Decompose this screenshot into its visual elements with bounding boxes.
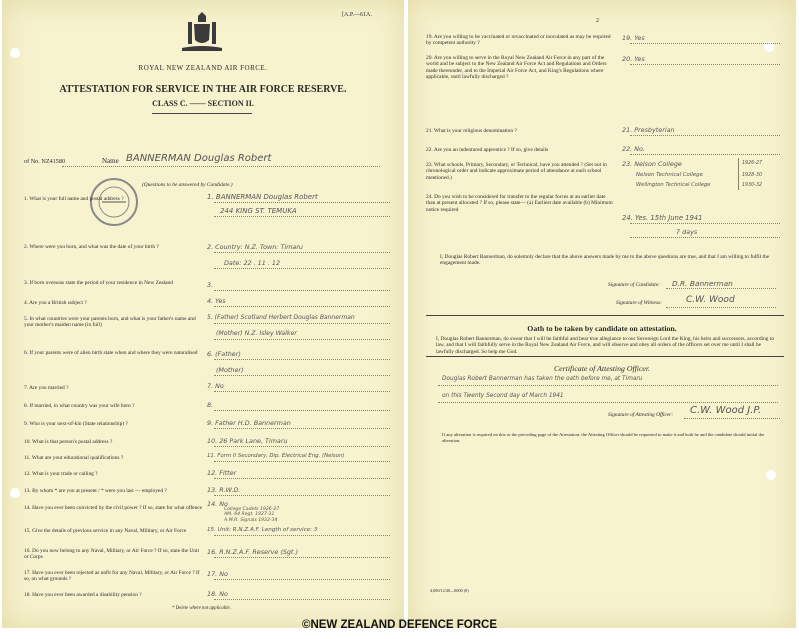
- question-19: 19. Are you willing to be vaccinated or revaccinated or inoculated as may be required by competent authority ?: [426, 34, 611, 47]
- org-name: ROYAL NEW ZEALAND AIR FORCE.: [138, 64, 268, 72]
- answer-23-school-3: Wellington Technical College: [636, 182, 711, 188]
- answer-20: 20. Yes: [622, 55, 645, 63]
- form-subtitle: CLASS C. —— SECTION II.: [152, 99, 254, 108]
- answer-line: [214, 375, 390, 376]
- oath-title: Oath to be taken by candidate on attestation.: [527, 324, 677, 333]
- service-history: College Cadets 1926-27 AM.-64 Regt. 1927-31 A.M.R. Signals 1932-34: [224, 507, 280, 523]
- divider: [152, 113, 252, 114]
- answer-13: 13. R.W.D.: [207, 486, 241, 494]
- question-3: 3. If born overseas state the period of your residence in New Zealand: [24, 280, 173, 286]
- answer-1: 1. BANNERMAN Douglas Robert: [207, 193, 318, 201]
- answer-line: [214, 339, 390, 340]
- answer-line: [214, 306, 390, 307]
- alteration-note: If any alteration is required on this or the preceding page of the Attestation, the Attesting Officer should be requested to make it and both he and the candidate should initial the alteration.: [442, 432, 765, 443]
- name-line: [62, 166, 380, 167]
- question-2: 2. Where were you born, and what was the date of your birth ?: [24, 244, 159, 250]
- school-years-1: 1926-27: [742, 161, 763, 166]
- service-number-label: of No. NZ41580: [24, 158, 66, 165]
- question-12: 12. What is your trade or calling ?: [24, 471, 98, 477]
- answer-line: [214, 323, 390, 324]
- name-label: Name: [102, 157, 119, 165]
- answer-4: 4. Yes: [207, 297, 226, 305]
- answer-line: [214, 579, 390, 580]
- officer-signature: C.W. Wood J.P.: [690, 405, 762, 416]
- question-23: 23. What schools, Primary, Secondary, or Technical, have you attended ? (Set out in chronological order and indicate approximate period of attendance at each school mentioned.): [426, 162, 607, 181]
- form-code: [A.P.—61A.: [342, 12, 372, 18]
- answer-3: 3.: [207, 281, 214, 289]
- answer-line: [214, 252, 390, 253]
- question-18: 18. Have you ever been awarded a disability pension ?: [24, 592, 142, 598]
- answer-line: [214, 410, 390, 411]
- answer-21: 21. Presbyterian: [622, 126, 675, 134]
- question-22: 22. Are you an indentured apprentice ? If so, give details: [426, 147, 549, 153]
- answer-24-notice: 7 days: [676, 228, 698, 236]
- answer-line: [214, 495, 390, 496]
- school-divider: [738, 158, 739, 190]
- answer-line: [630, 135, 780, 136]
- answer-line: [630, 64, 780, 65]
- page-number: 2: [596, 18, 599, 24]
- answer-16: 16. R.N.Z.A.F. Reserve (Sgt.): [207, 548, 298, 556]
- section-divider: [426, 356, 784, 357]
- instructions: (Questions to be answered by Candidate.): [142, 182, 233, 188]
- question-21: 21. What is your religious denomination ?: [426, 128, 517, 134]
- answer-9: 9. Father H.D. Bannerman: [207, 419, 291, 427]
- answer-line: [630, 223, 780, 224]
- answer-22: 22. No.: [622, 145, 645, 153]
- question-9: 9. Who is your next-of-kin (State relationship) ?: [24, 421, 128, 427]
- punch-hole: [10, 48, 20, 58]
- answer-6-father: 6. (Father): [207, 350, 241, 358]
- answer-2: 2. Country: N.Z. Town: Timaru: [207, 243, 303, 251]
- school-years-3: 1930-32: [742, 183, 763, 188]
- question-1: 1. What is your full name and postal address ?: [24, 196, 124, 202]
- signature-line: [666, 307, 776, 308]
- answer-line: [214, 557, 390, 558]
- question-10: 10. What is that person's postal address ?: [24, 439, 113, 445]
- answer-24: 24. Yes. 15th June 1941: [622, 214, 703, 222]
- question-7: 7. Are you married ?: [24, 385, 69, 391]
- signature-line: [684, 418, 780, 419]
- certificate-title: Certificate of Attesting Officer.: [553, 364, 650, 373]
- coat-of-arms-icon: [178, 12, 226, 52]
- question-6: 6. If your parents were of alien birth state when and where they were naturalised: [24, 350, 198, 356]
- question-16: 16. Do you now belong to any Naval, Military, or Air Force ? If so, state the Unit or Corps: [24, 548, 199, 561]
- answer-line: [214, 446, 390, 447]
- candidate-signature-label: Signature of Candidate:: [608, 282, 660, 288]
- printer-note: 4,000/12/40—8000 (8): [430, 588, 469, 593]
- question-20: 20. Are you willing to serve in the Royal New Zealand Air Force in any part of the world and be subject to the New Zealand Air Force Act and Regulations and Orders made thereunder, and to the Imperial Air Force Act, and King's Regulations where applicable, until lawfully discharged ?: [426, 55, 607, 81]
- answer-line: [214, 391, 390, 392]
- answer-12: 12. Fitter: [207, 469, 237, 477]
- answer-line: [214, 290, 390, 291]
- answer-2-date: Date: 22 . 11 . 12: [224, 259, 281, 267]
- answer-23: 23. Nelson College: [622, 160, 682, 168]
- left-page: [2, 0, 404, 628]
- section-divider: [426, 315, 784, 316]
- answer-14: 14. No: [207, 500, 228, 508]
- answer-line: [214, 478, 390, 479]
- answer-8: 8.: [207, 401, 214, 409]
- answer-10: 10. 26 Park Lane, Timaru: [207, 437, 288, 445]
- answer-5-father: 5. (Father) Scotland Herbert Douglas Bannerman: [207, 314, 355, 321]
- certificate-line-2: on this Twenty Second day of March 1941: [442, 393, 564, 399]
- right-page: [408, 0, 796, 628]
- question-8: 8. If married, in what country was your wife born ?: [24, 403, 135, 409]
- answer-line: [214, 268, 390, 269]
- question-11: 11. What are your educational qualifications ?: [24, 455, 124, 461]
- answer-line: [214, 216, 390, 217]
- answer-line: [214, 535, 390, 536]
- answer-15: 15. Unit: R.N.Z.A.F. Length of service: 3: [207, 527, 318, 533]
- certificate-line-1: Douglas Robert Bannerman has taken the oath before me, at Timaru: [442, 376, 643, 382]
- answer-11: 11. Form II Secondary, Dip. Electrical Eng. (Nelson): [207, 453, 345, 459]
- question-17: 17. Have you ever been rejected as unfit for any Naval, Military, or Air Force ? If so, on what grounds ?: [24, 570, 200, 583]
- answer-18: 18. No: [207, 590, 228, 598]
- signature-line: [666, 288, 776, 289]
- witness-signature-label: Signature of Witness:: [616, 300, 662, 306]
- certificate-line: [438, 385, 778, 386]
- answer-line: [214, 428, 390, 429]
- question-5: 5. In what countries were your parents born, and what is your father's name and your mother's maiden name (in full): [24, 316, 196, 329]
- answer-23-school-2: Nelson Technical College: [636, 172, 703, 178]
- witness-signature: C.W. Wood: [686, 295, 735, 305]
- question-4: 4. Are you a British subject ?: [24, 300, 87, 306]
- answer-line: [214, 202, 390, 203]
- question-14: 14. Have you ever been convicted by the civil power ? If so, state for what offence: [24, 505, 203, 511]
- oath-text: I, Douglas Robert Bannerman, do swear that I will be faithful and bear true allegiance to our Sovereign Lord the King, his heirs and successors, according to law, and that I will faithfully serve in the Royal New Zealand Air Force, and will observe and obey all orders of the officers set over me until I shall be lawfully discharged. So help me God.: [436, 336, 775, 355]
- answer-line: [630, 154, 780, 155]
- answer-7: 7. No: [207, 382, 224, 390]
- answer-line: [630, 237, 780, 238]
- punch-hole: [766, 470, 776, 480]
- form-title: ATTESTATION FOR SERVICE IN THE AIR FORCE RESERVE.: [59, 84, 347, 95]
- declaration: I, Douglas Robert Bannerman, do solemnly declare that the above answers made by me to the above questions are true, and that I am willing to fulfil the engagement made.: [440, 254, 770, 267]
- footnote: * Delete where not applicable.: [172, 606, 231, 611]
- question-15: 15. Give the details of previous service in any Naval, Military, or Air Force: [24, 528, 187, 534]
- answer-line: [630, 43, 780, 44]
- punch-hole: [10, 488, 20, 498]
- answer-17: 17. No: [207, 570, 228, 578]
- answer-6-mother: (Mother): [216, 366, 244, 374]
- question-24: 24. Do you wish to be considered for transfer to the regular forces at an earlier date than at present allocated ? If so, please state— (a) Earliest date available (b) Minimum notice required: [426, 194, 613, 213]
- copyright-footer: ©NEW ZEALAND DEFENCE FORCE: [301, 619, 498, 631]
- school-years-2: 1928-30: [742, 173, 763, 178]
- certificate-line: [438, 402, 778, 403]
- answer-1-address: 244 KING ST. TEMUKA: [220, 207, 297, 215]
- answer-5-mother: (Mother) N.Z. Isley Walker: [216, 330, 297, 337]
- answer-line: [214, 461, 390, 462]
- officer-signature-label: Signature of Attesting Officer:: [608, 412, 674, 418]
- question-13: 13. By whom * are you at present / * were you last — employed ?: [24, 488, 167, 494]
- answer-line: [214, 599, 390, 600]
- candidate-signature: D.R. Bannerman: [672, 279, 733, 288]
- name-value: BANNERMAN Douglas Robert: [126, 153, 272, 164]
- answer-19: 19. Yes: [622, 34, 645, 42]
- answer-line: [214, 359, 390, 360]
